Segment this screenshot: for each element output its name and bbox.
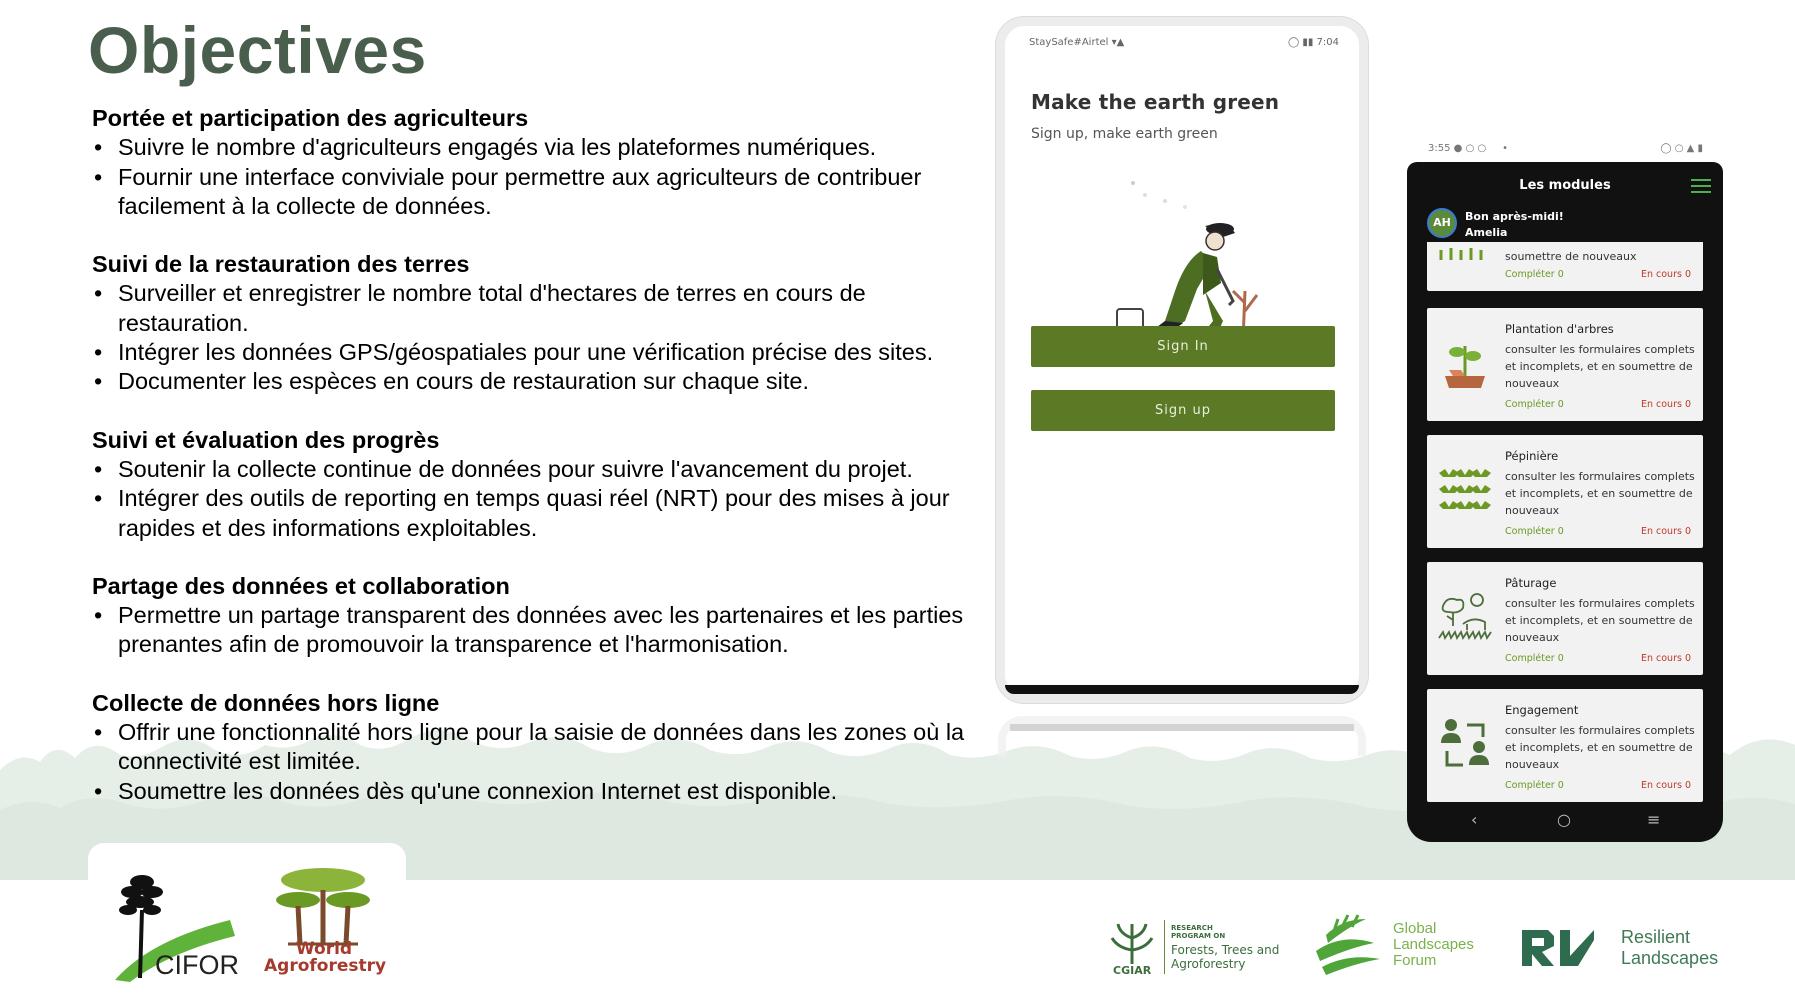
crp-line-2: Agroforestry: [1171, 957, 1246, 971]
phone-mockup-modules: [1407, 162, 1723, 842]
wa-line-1: World: [295, 939, 353, 959]
resilient-landscapes-text: [1621, 927, 1718, 969]
module-desc: consulter les formulaires complets et incomplets, et en soumettre de nouveaux: [1505, 343, 1695, 390]
cifor-text: CIFOR: [155, 950, 239, 980]
world-agroforestry-text: [264, 939, 387, 976]
resilient-landscapes-icon: [1520, 928, 1596, 968]
module-desc: consulter les formulaires complets et incomplets, et en soumettre de nouveaux: [1505, 597, 1695, 644]
back-icon[interactable]: ‹: [1471, 810, 1478, 829]
module-card-engagement[interactable]: [1427, 689, 1703, 802]
module-desc: consulter les formulaires complets et incomplets, et en soumettre de nouveaux: [1505, 724, 1695, 771]
phone-reflection: [998, 716, 1366, 756]
section-data-sharing: [92, 572, 972, 660]
in-progress-count: En cours 0: [1640, 399, 1691, 410]
partial-module-icon: [1437, 246, 1493, 260]
crp-small-2: PROGRAM ON: [1171, 932, 1226, 940]
greeting: [1465, 209, 1564, 241]
sign-up-button[interactable]: Sign up: [1031, 390, 1335, 431]
crp-text: [1171, 943, 1279, 971]
bullet-item: • Documenter les espèces en cours de restauration sur chaque site.: [92, 367, 972, 396]
section-heading: Portée et participation des agriculteurs: [92, 105, 529, 131]
glf-leaf-icon: [1312, 913, 1384, 979]
glf-line-3: Forum: [1393, 952, 1437, 969]
glf-line-1: Global: [1393, 920, 1437, 937]
bullet-item: • Intégrer les données GPS/géospatiales pour une vérification précise des sites.: [92, 338, 972, 367]
cgiar-wheat-icon: [1108, 918, 1156, 970]
bullet-item: • Permettre un partage transparent des données avec les partenaires et les parties prenantes afin de promouvoir la transparence et l'harmonisation.: [92, 601, 972, 660]
bullet-item: • Soumettre les données dès qu'une connexion Internet est disponible.: [92, 777, 972, 806]
crp-line-1: Forests, Trees and: [1171, 943, 1280, 957]
cgiar-label: CGIAR: [1113, 964, 1152, 977]
crp-small-text: [1171, 924, 1225, 940]
complete-count: Compléter 0: [1505, 399, 1564, 410]
avatar[interactable]: AH: [1427, 208, 1457, 238]
modules-header: [1407, 162, 1723, 246]
nursery-icon: [1437, 463, 1493, 519]
module-card-grazing[interactable]: [1427, 562, 1703, 675]
section-offline-collection: [92, 689, 972, 806]
signal-icon: ▾▲: [1111, 37, 1125, 48]
crp-small-1: RESEARCH: [1171, 924, 1213, 932]
status-time: 7:04: [1316, 37, 1339, 48]
greeting-text: Bon après-midi!: [1465, 210, 1564, 223]
section-progress-monitoring: [92, 426, 972, 543]
module-name: Engagement: [1505, 703, 1579, 717]
module-desc: soumettre de nouveaux: [1505, 250, 1637, 263]
hamburger-menu-icon[interactable]: [1691, 179, 1711, 193]
rl-line-1: Resilient: [1621, 927, 1691, 947]
logo-divider: [1164, 920, 1165, 974]
notification-icons: ● ○ ○ •: [1453, 143, 1508, 154]
bullet-item: • Soutenir la collecte continue de données pour suivre l'avancement du projet.: [92, 455, 972, 484]
complete-count: Compléter 0: [1505, 653, 1564, 664]
section-farmer-outreach: [92, 104, 972, 221]
battery-icon: ▮▮: [1302, 37, 1314, 48]
in-progress-count: En cours 0: [1640, 780, 1691, 791]
module-card-nursery[interactable]: [1427, 435, 1703, 548]
android-nav-bar: [1407, 810, 1723, 834]
engagement-icon: [1437, 717, 1493, 773]
glf-line-2: Landscapes: [1393, 936, 1474, 953]
modules-title: Les modules: [1519, 178, 1611, 193]
module-card-tree-planting[interactable]: [1427, 308, 1703, 421]
in-progress-count: En cours 0: [1640, 653, 1691, 664]
world-agroforestry-tree-icon: [268, 866, 378, 946]
module-name: Pépinière: [1505, 449, 1559, 463]
section-heading: Suivi de la restauration des terres: [92, 251, 470, 278]
user-name: Amelia: [1465, 226, 1508, 239]
gardener-illustration: [1105, 171, 1265, 351]
wa-line-2: Agroforestry: [264, 956, 387, 976]
complete-count: Compléter 0: [1505, 269, 1564, 280]
alarm-icon: ◯: [1287, 37, 1300, 48]
bullet-item: • Intégrer des outils de reporting en temps quasi réel (NRT) pour des mises à jour rapides et des informations exploitables.: [92, 484, 972, 543]
modules-list: [1427, 242, 1703, 802]
app-heading: Make the earth green: [1031, 90, 1280, 114]
tree-planting-icon: [1437, 336, 1493, 392]
module-desc: consulter les formulaires complets et incomplets, et en soumettre de nouveaux: [1505, 470, 1695, 517]
complete-count: Compléter 0: [1505, 526, 1564, 537]
page-title: Objectives: [88, 13, 427, 87]
in-progress-count: En cours 0: [1640, 526, 1691, 537]
section-heading: Collecte de données hors ligne: [92, 689, 440, 716]
carrier-label: StaySafe#Airtel: [1029, 37, 1109, 48]
phone-mockup-signin: [996, 17, 1368, 703]
module-name: Plantation d'arbres: [1505, 322, 1614, 336]
bullet-item: • Fournir une interface conviviale pour permettre aux agriculteurs de contribuer facilement à la collecte de données.: [92, 163, 972, 222]
bullet-item: • Offrir une fonctionnalité hors ligne pour la saisie de données dans les zones où la connectivité est limitée.: [92, 718, 972, 777]
objectives-content: [92, 104, 972, 835]
module-card-partial[interactable]: [1427, 242, 1703, 291]
section-heading: Partage des données et collaboration: [92, 572, 510, 599]
status-icons-right: ◯ ○ ▲ ▮: [1660, 143, 1703, 154]
app-subheading: Sign up, make earth green: [1031, 126, 1218, 142]
section-heading: Suivi et évaluation des progrès: [92, 426, 440, 453]
sign-in-button[interactable]: Sign In: [1031, 326, 1335, 367]
bullet-item: • Surveiller et enregistrer le nombre total d'hectares de terres en cours de restauration.: [92, 279, 972, 338]
glf-text: [1393, 921, 1474, 969]
home-icon[interactable]: ○: [1557, 810, 1571, 829]
bullet-item: • Suivre le nombre d'agriculteurs engagés via les plateformes numériques.: [92, 133, 972, 162]
complete-count: Compléter 0: [1505, 780, 1564, 791]
phone-bottom-bezel: [1005, 685, 1359, 694]
status-time: 3:55: [1428, 143, 1451, 154]
section-land-restoration: [92, 250, 972, 396]
phone2-status-bar: [1428, 143, 1703, 154]
phone-status-bar: [1029, 37, 1339, 48]
grazing-icon: [1437, 590, 1493, 646]
rl-line-2: Landscapes: [1621, 948, 1719, 968]
status-right: [1288, 37, 1339, 48]
recent-apps-icon[interactable]: ≡: [1647, 810, 1661, 829]
module-name: Pâturage: [1505, 576, 1557, 590]
in-progress-count: En cours 0: [1640, 269, 1691, 280]
